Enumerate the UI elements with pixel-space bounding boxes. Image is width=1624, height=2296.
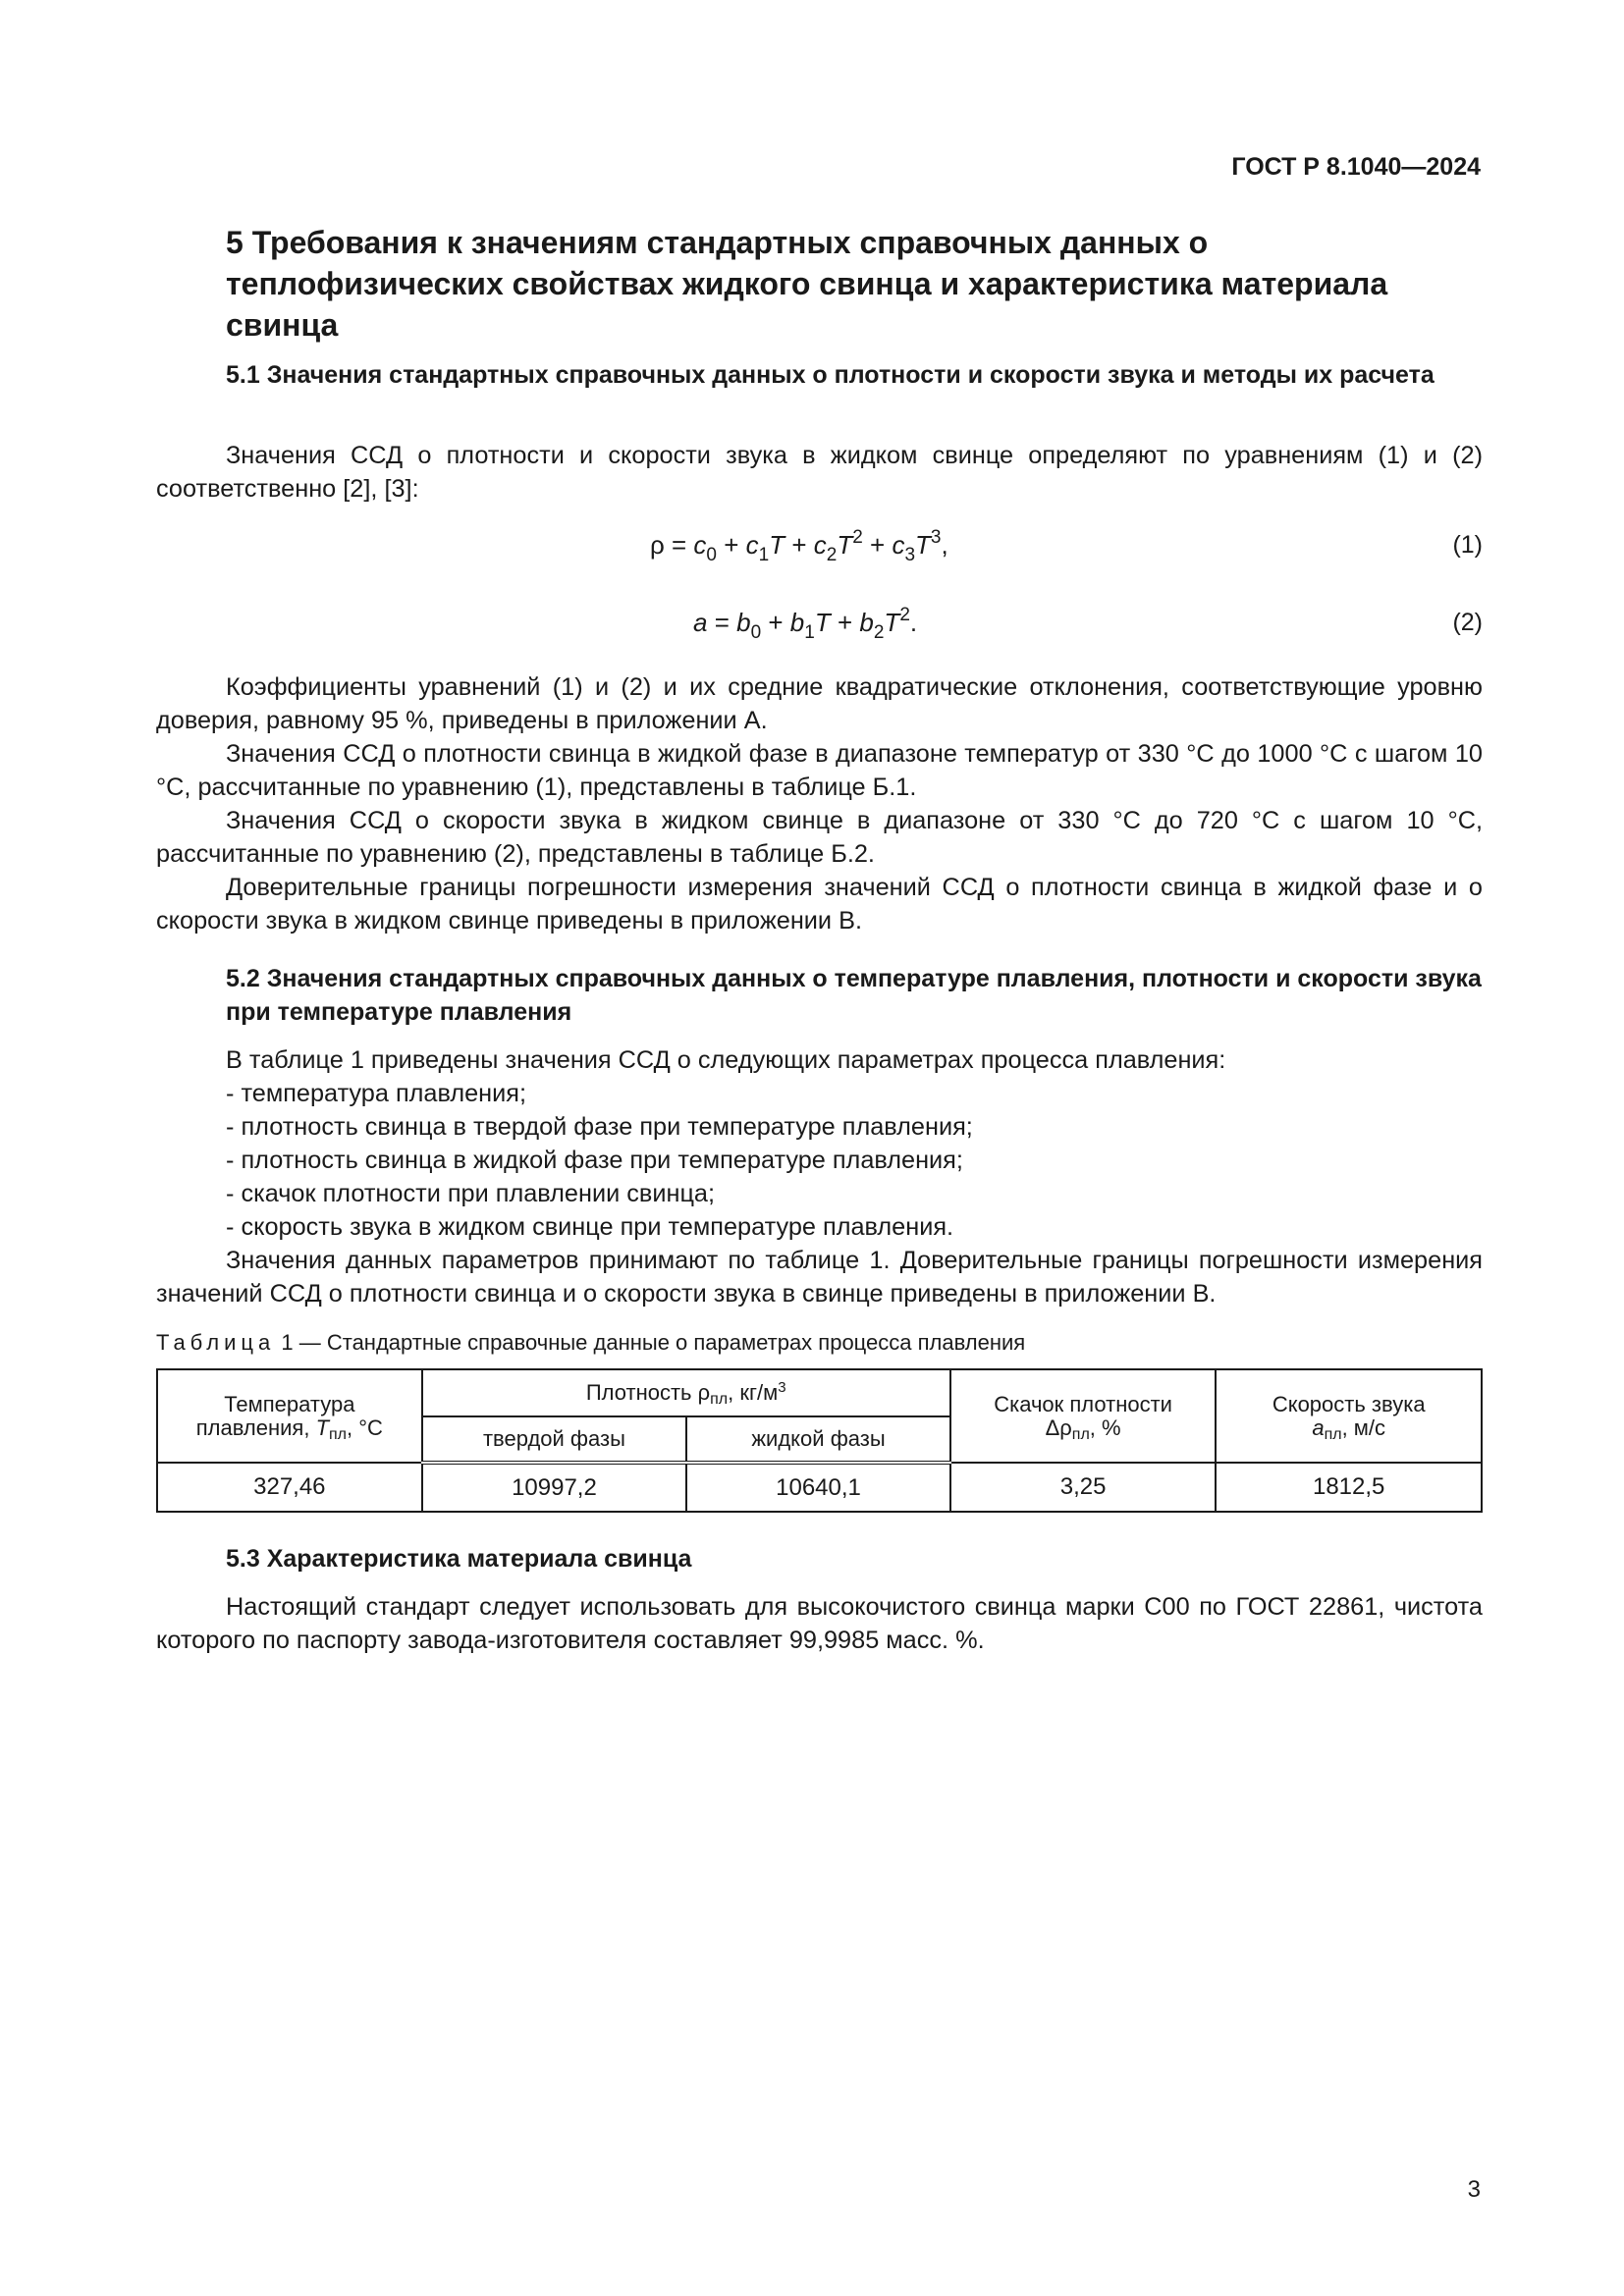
table-caption (156, 1328, 1025, 1358)
table-caption-text: 1 — Стандартные справочные данные о параметрах процесса плавления (281, 1330, 1026, 1355)
header-solid-phase: твердой фазы (422, 1416, 687, 1463)
list-item: - скорость звука в жидком свинце при температуре плавления. (226, 1213, 954, 1241)
header-sound-speed: Скорость звука $a_{пл}$, м/с (1216, 1369, 1482, 1463)
header-melting-temperature: Температура плавления, $T_{пл}$, °С (157, 1369, 422, 1463)
paragraph: Значения данных параметров принимают по таблице 1. Доверительные границы погрешности измерения значений ССД о плотности свинца и о скорости звука в свинце приведены в приложении В. (156, 1247, 1483, 1308)
header-liquid-phase: жидкой фазы (686, 1416, 950, 1463)
cell-sound-speed: 1812,5 (1216, 1463, 1482, 1512)
cell-solid-density: 10997,2 (422, 1463, 687, 1512)
paragraph: Настоящий стандарт следует использовать для высокочистого свинца марки С00 по ГОСТ 22861, чистота которого по паспорту завода-изготовителя составляет 99,9985 масс. %. (156, 1593, 1483, 1654)
formula-density: $\rho = c_0 + c_1T + c_2T^2 + c_3T^3$, (650, 527, 948, 565)
list-item: - температура плавления; (226, 1080, 527, 1107)
cell-liquid-density: 10640,1 (686, 1463, 950, 1512)
table-caption-label: Таблица (156, 1330, 276, 1355)
equation-number: (2) (1452, 609, 1483, 636)
paragraph: Значения ССД о плотности и скорости звука в жидком свинце определяют по уравнениям (1) и (2) соответственно [2], [3]: (156, 442, 1483, 503)
subsection-5-1-title: 5.1 Значения стандартных справочных данных о плотности и скорости звука и методы их расчета (226, 361, 1435, 389)
header-density-jump: Скачок плотности $\Delta\rho_{пл}$, % (950, 1369, 1217, 1463)
header-density: Плотность $\rho_{пл}$, $кг/м^3$ (422, 1369, 950, 1416)
subsection-5-3-title: 5.3 Характеристика материала свинца (226, 1545, 692, 1573)
list-item: - плотность свинца в жидкой фазе при температуре плавления; (226, 1147, 963, 1174)
cell-density-jump: 3,25 (950, 1463, 1217, 1512)
section-title: 5 Требования к значениям стандартных справочных данных о теплофизических свойствах жидкого свинца и характеристика материала свинца (226, 225, 1388, 343)
paragraph: Значения ССД о скорости звука в жидком свинце в диапазоне от 330 °С до 720 °С с шагом 10 °С, рассчитанные по уравнению (2), представлены в таблице Б.2. (156, 807, 1483, 868)
subsection-5-2-title: 5.2 Значения стандартных справочных данных о температуре плавления, плотности и скорости звука при температуре плавления (226, 965, 1482, 1026)
paragraph: Значения ССД о плотности свинца в жидкой фазе в диапазоне температур от 330 °С до 1000 °С с шагом 10 °С, рассчитанные по уравнению (1), представлены в таблице Б.1. (156, 740, 1483, 801)
table-row (157, 1463, 1482, 1512)
formula-sound-speed: $a = b_0 + b_1T + b_2T^2$. (693, 605, 918, 643)
paragraph: В таблице 1 приведены значения ССД о следующих параметрах процесса плавления: (226, 1046, 1226, 1074)
paragraph: Доверительные границы погрешности измерения значений ССД о плотности свинца в жидкой фазе и о скорости звука в жидком свинце приведены в приложении В. (156, 874, 1483, 934)
equation-number: (1) (1452, 531, 1483, 559)
cell-melting-temperature: 327,46 (157, 1463, 422, 1512)
list-item: - скачок плотности при плавлении свинца; (226, 1180, 716, 1207)
paragraph: Коэффициенты уравнений (1) и (2) и их средние квадратические отклонения, соответствующие уровню доверия, равному 95 %, приведены в приложении А. (156, 673, 1483, 734)
melting-parameters-table (156, 1368, 1483, 1513)
document-code: ГОСТ Р 8.1040—2024 (1231, 153, 1481, 181)
list-item: - плотность свинца в твердой фазе при температуре плавления; (226, 1113, 973, 1141)
page-number: 3 (1467, 2176, 1481, 2203)
